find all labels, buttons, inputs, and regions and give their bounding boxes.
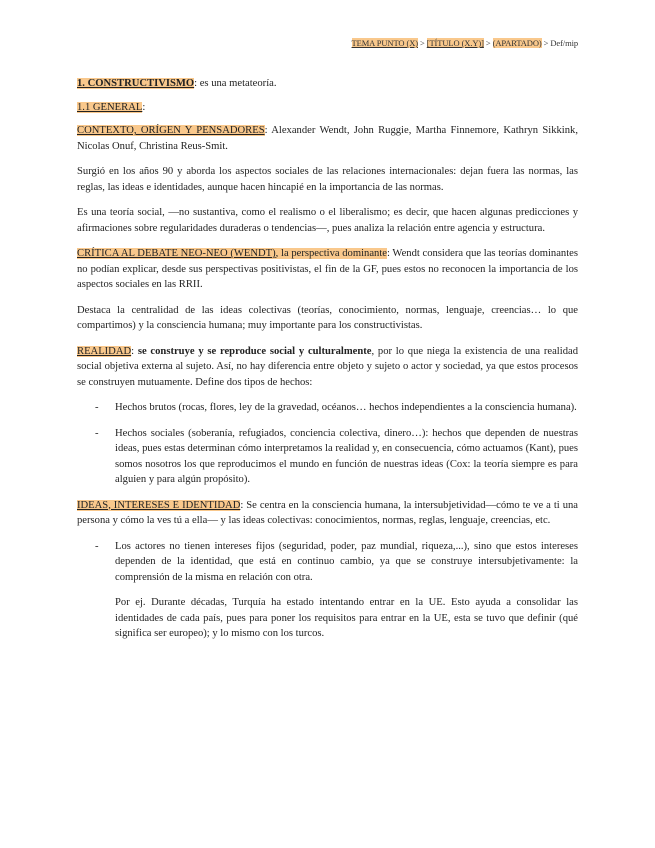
paragraph-origin: Surgió en los años 90 y aborda los aspectos sociales de las relaciones internacionales: dejan fuera las normas, las reglas, las ideas e identidades, aunque hacen hincapié en la importancia de las normas. (77, 166, 578, 193)
heading-1-title: 1. CONSTRUCTIVISMO (77, 78, 195, 89)
paragraph-reality: REALIDAD: se construye y se reproduce social y culturalmente, por lo que niega la existencia de una realidad social objetiva externa al sujeto. Así, no hay diferencia entre objeto y sujeto o actor y sociedad, ya que estos procesos se construyen mutuamente. Define dos tipos de hechos: (77, 345, 578, 388)
heading-1-1: 1.1 GENERAL: (77, 101, 146, 113)
facts-list (77, 400, 578, 488)
breadcrumb-title[interactable]: [TÍTULO (X.Y)] (426, 38, 484, 48)
breadcrumb-sep: > (485, 38, 493, 48)
list-item: - Los actores no tienen intereses fijos (seguridad, poder, paz mundial, riqueza,...), sino que estos intereses dependen de la identidad, que está en continuo cambio, ya que se construye intersubjetivamente: la comprensión de la misma en relación con otra. (95, 540, 578, 583)
ideas-list (77, 539, 578, 586)
breadcrumb-topic[interactable]: TEMA PUNTO (X) (351, 38, 418, 48)
list-item: - Hechos brutos (rocas, flores, ley de la gravedad, océanos… hechos independientes a la consciencia humana). (95, 402, 577, 413)
paragraph-example: Por ej. Durante décadas, Turquía ha estado intentando entrar en la UE. Esto ayuda a consolidar las identidades de cada país, pues para poner los requisitos para entrar en la UE, esta se tuvo que definir (qué significa ser europeo); y lo mismo con los turcos. (115, 597, 578, 639)
paragraph-ideas: IDEAS, INTERESES E IDENTIDAD: Se centra en la consciencia humana, la intersubjetividad—cómo te ve a ti una persona y cómo la ves tú a ella— y las ideas colectivas: conocimientos, normas, reglas, lenguaje, creencias, etc. (77, 499, 578, 526)
heading-1: 1. CONSTRUCTIVISMO: es una metateoría. (77, 78, 277, 89)
document-body (77, 76, 578, 652)
breadcrumb-section[interactable]: (APARTADO) (492, 38, 542, 48)
breadcrumb (352, 38, 578, 48)
paragraph-context: CONTEXTO, ORÍGEN Y PENSADORES: Alexander Wendt, John Ruggie, Martha Finnemore, Kathryn Sikkink, Nicolas Onuf, Christina Reus-Smit. (77, 125, 578, 152)
paragraph-centrality: Destaca la centralidad de las ideas colectivas (teorías, conocimiento, normas, lenguaje, creencias… lo que compartimos) y la consciencia humana; muy importante para los constructivistas. (77, 304, 578, 331)
paragraph-critique: CRÍTICA AL DEBATE NEO-NEO (WENDT), la perspectiva dominante: Wendt considera que las teorías dominantes no podían explicar, desde sus perspectivas positivistas, el fin de la GF, pues estos no reconocen la importancia de los aspectos sociales en las RRII. (77, 248, 578, 290)
list-item: - Hechos sociales (soberanía, refugiados, conciencia colectiva, dinero…): hechos que dependen de nuestras ideas, pues estas determinan cómo interpretamos la realidad y, en consecuencia, cómo actuamos (Kant), pues somos nosotros los que reproducimos el mundo en función de nuestras ideas (Cox: la teoría siempre es para alguien y para algún propósito). (95, 427, 578, 485)
paragraph-social-theory: Es una teoría social, —no sustantiva, como el realismo o el liberalismo; es decir, que hacen algunas predicciones y afirmaciones sobre regularidades duraderas o tendencias—, pues analiza la relación entre agencia y estructura. (77, 207, 578, 234)
breadcrumb-sep: > (420, 38, 427, 48)
breadcrumb-tail: > Def/mip (543, 38, 578, 48)
heading-1-1-title: 1.1 GENERAL (77, 101, 143, 113)
